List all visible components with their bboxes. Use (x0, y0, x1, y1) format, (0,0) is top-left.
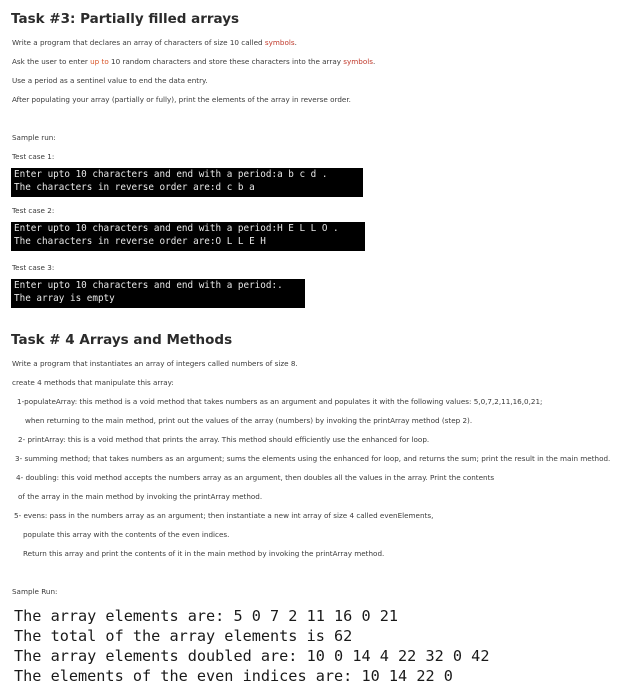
test-case-2-label: Test case 2: (12, 206, 55, 215)
test-case-3-label: Test case 3: (12, 263, 55, 272)
task3-p2-text: Ask the user to enter (12, 57, 91, 66)
task3-p1-end: . (294, 38, 297, 47)
output-line: The array elements doubled are: 10 0 14 4 22 32 0 42 (14, 647, 490, 665)
task4-line-7: 5- evens: pass in the numbers array as an argument; then instantiate a new int array of size 4 called evenElements, (14, 511, 434, 520)
task3-p1-text: Write a program that declares an array of characters of size 10 called (12, 38, 265, 47)
task4-sample-run-label: Sample Run: (12, 587, 58, 596)
console-line: Enter upto 10 characters and end with a period:H E L L O . (14, 223, 339, 234)
task4-line-1: 1-populateArray: this method is a void method that takes numbers as an argument and populates it with the following values: 5,0,7,2,11,16,0,21; (17, 397, 543, 406)
task4-line-8: populate this array with the contents of the even indices. (23, 530, 230, 539)
task4-line-6: of the array in the main method by invoking the printArray method. (18, 492, 263, 501)
console-line: The characters in reverse order are:O L L E H (14, 235, 266, 247)
task4-line-5: 4- doubling: this void method accepts the numbers array as an argument, then doubles all the values in the array. Print the contents (16, 473, 495, 482)
console-line: Enter upto 10 characters and end with a period:a b c d . (14, 169, 328, 180)
console-line: The array is empty (14, 292, 115, 304)
output-line: The array elements are: 5 0 7 2 11 16 0 21 (14, 607, 399, 625)
task3-paragraph-1 (12, 38, 297, 47)
output-line: The total of the array elements is 62 (14, 627, 353, 645)
task3-p2-highlight-2: symbols (343, 57, 373, 66)
task4-title: Task # 4 Arrays and Methods (11, 332, 233, 348)
test-case-3-console (11, 279, 305, 308)
task4-intro: Write a program that instantiates an array of integers called numbers of size 8. (12, 359, 298, 368)
task3-p2-end: . (373, 57, 376, 66)
task3-p2-highlight: up to (90, 57, 109, 66)
test-case-2-console (11, 222, 365, 251)
task3-paragraph-4: After populating your array (partially or fully), print the elements of the array in reverse order. (12, 95, 351, 104)
task4-line-2: when returning to the main method, print out the values of the array (numbers) by invoking the printArray method (step 2). (25, 416, 473, 425)
task3-paragraph-2 (12, 57, 375, 66)
task4-sample-output (14, 606, 489, 686)
task3-p2-middle: 10 random characters and store these characters into the array (108, 57, 344, 66)
console-line: Enter upto 10 characters and end with a period:. (14, 280, 283, 291)
task4-create-methods: create 4 methods that manipulate this array: (12, 378, 174, 387)
task3-p1-highlight: symbols (264, 38, 295, 47)
output-line: The elements of the even indices are: 10 14 22 0 (14, 667, 453, 685)
task3-paragraph-3: Use a period as a sentinel value to end the data entry. (12, 76, 208, 85)
test-case-1-console (11, 168, 363, 197)
task3-title: Task #3: Partially filled arrays (11, 11, 240, 27)
task3-sample-run-label: Sample run: (12, 133, 56, 142)
task4-line-4: 3- summing method; that takes numbers as an argument; sums the elements using the enhanced for loop, and returns the sum; print the result in the main method. (15, 454, 611, 463)
console-line: The characters in reverse order are:d c b a (14, 181, 255, 193)
test-case-1-label: Test case 1: (12, 152, 55, 161)
task4-line-9: Return this array and print the contents of it in the main method by invoking the printArray method. (23, 549, 385, 558)
task4-line-3: 2- printArray: this is a void method that prints the array. This method should efficiently use the enhanced for loop. (18, 435, 430, 444)
